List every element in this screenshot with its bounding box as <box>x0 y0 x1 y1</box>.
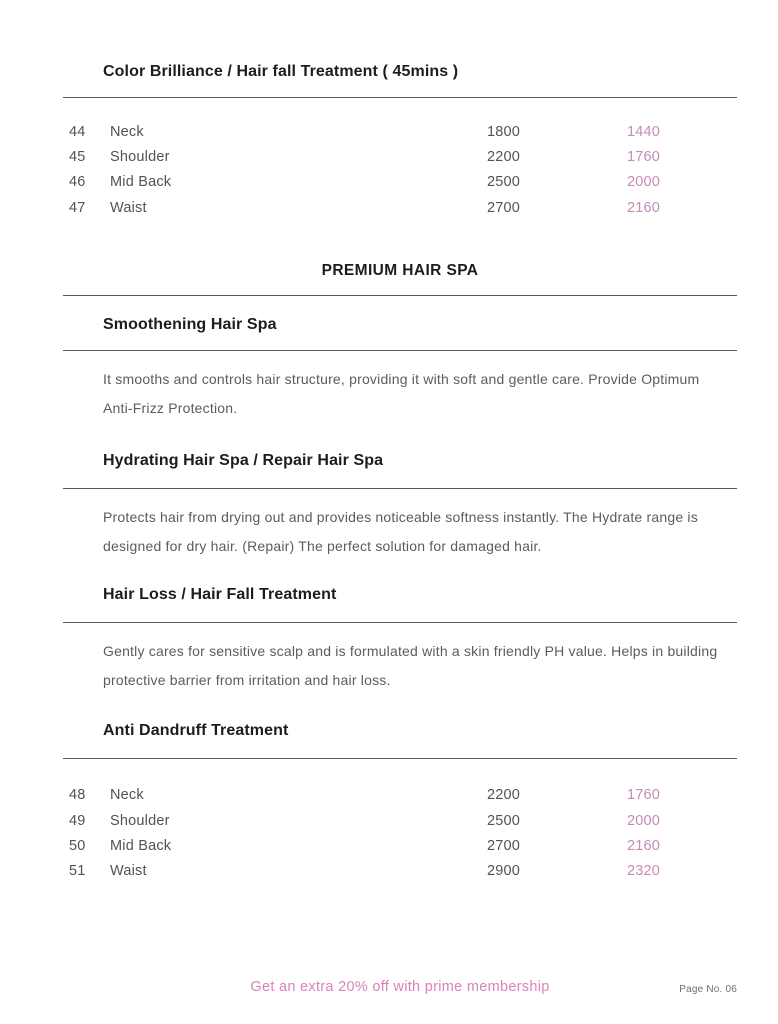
price-row <box>63 195 737 220</box>
description-line: It smooths and controls hair structure, providing it with soft and gentle care. Provide Optimum <box>103 370 700 387</box>
divider <box>63 350 737 351</box>
price-member: 2320 <box>626 863 660 880</box>
price-row <box>63 833 737 858</box>
section-heading-hair-loss-hair-fall: Hair Loss / Hair Fall Treatment <box>103 585 337 603</box>
service-name: Mid Back <box>110 174 172 191</box>
price-row <box>63 808 737 833</box>
price-row <box>63 783 737 808</box>
description-line: Anti-Frizz Protection. <box>103 399 238 416</box>
price-row <box>63 119 737 144</box>
anti-dandruff-price-table <box>63 783 737 885</box>
divider <box>63 622 737 623</box>
color-brilliance-price-table <box>63 119 737 221</box>
section-heading-smoothening-hair-spa: Smoothening Hair Spa <box>103 315 277 333</box>
service-name: Mid Back <box>110 838 172 855</box>
section-heading-anti-dandruff: Anti Dandruff Treatment <box>103 721 289 739</box>
price-regular: 2200 <box>486 149 520 166</box>
price-row <box>63 859 737 884</box>
divider <box>63 758 737 759</box>
section-description <box>103 503 728 561</box>
service-number: 50 <box>69 838 86 855</box>
price-row <box>63 170 737 195</box>
price-regular: 2700 <box>486 199 520 216</box>
service-name: Neck <box>110 787 144 804</box>
service-number: 51 <box>69 863 86 880</box>
price-regular: 2500 <box>486 174 520 191</box>
service-name: Shoulder <box>110 149 170 166</box>
section-description <box>103 637 728 695</box>
section-description <box>103 365 728 423</box>
service-name: Waist <box>110 863 147 880</box>
service-number: 48 <box>69 787 86 804</box>
price-regular: 1800 <box>486 123 520 140</box>
service-name: Waist <box>110 199 147 216</box>
divider <box>63 97 737 98</box>
price-member: 2160 <box>626 199 660 216</box>
service-number: 46 <box>69 174 86 191</box>
description-line: protective barrier from irritation and hair loss. <box>103 671 391 688</box>
price-member: 2000 <box>626 174 660 191</box>
service-name: Neck <box>110 123 144 140</box>
service-name: Shoulder <box>110 812 170 829</box>
category-heading-premium-hair-spa: PREMIUM HAIR SPA <box>321 261 479 279</box>
description-line: designed for dry hair. (Repair) The perfect solution for damaged hair. <box>103 537 542 554</box>
price-row <box>63 144 737 169</box>
divider <box>63 295 737 296</box>
membership-promo-text: Get an extra 20% off with prime membership <box>250 979 550 995</box>
description-line: Gently cares for sensitive scalp and is formulated with a skin friendly PH value. Helps in building <box>103 642 718 659</box>
price-regular: 2700 <box>486 838 520 855</box>
price-regular: 2900 <box>486 863 520 880</box>
price-member: 2160 <box>626 838 660 855</box>
price-member: 1440 <box>626 123 660 140</box>
page-number: Page No. 06 <box>679 984 737 995</box>
page-content <box>63 0 737 884</box>
price-member: 1760 <box>626 787 660 804</box>
price-member: 1760 <box>626 149 660 166</box>
service-number: 49 <box>69 812 86 829</box>
price-member: 2000 <box>626 812 660 829</box>
divider <box>63 488 737 489</box>
section-heading-color-brilliance: Color Brilliance / Hair fall Treatment ( 45mins ) <box>103 63 459 80</box>
description-line: Protects hair from drying out and provides noticeable softness instantly. The Hydrate range is <box>103 508 698 525</box>
price-regular: 2500 <box>486 812 520 829</box>
price-regular: 2200 <box>486 787 520 804</box>
service-number: 44 <box>69 123 86 140</box>
service-number: 47 <box>69 199 86 216</box>
service-number: 45 <box>69 149 86 166</box>
section-heading-hydrating-repair-hair-spa: Hydrating Hair Spa / Repair Hair Spa <box>103 451 384 469</box>
